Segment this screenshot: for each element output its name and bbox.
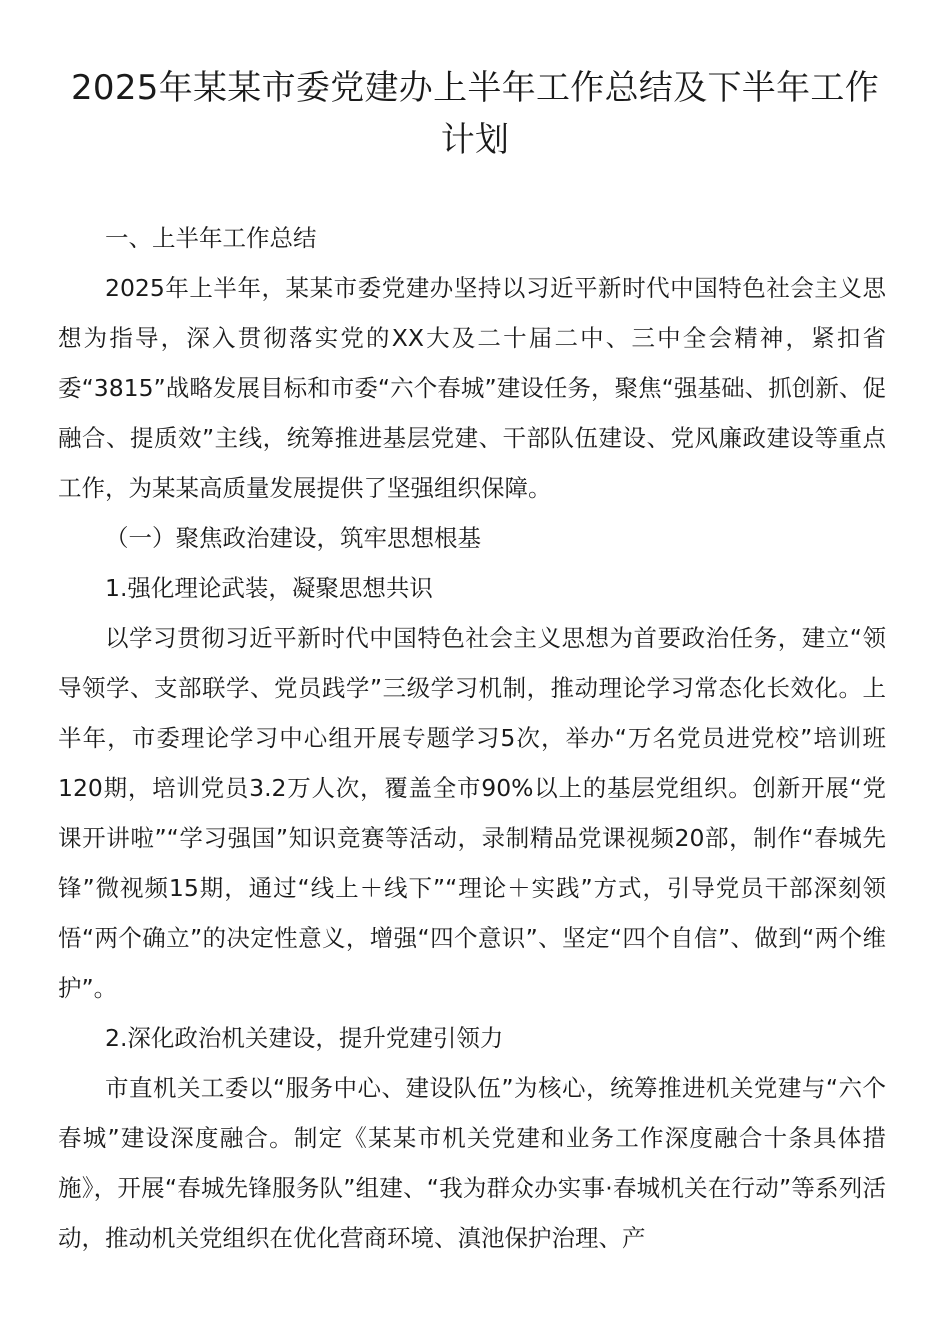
document-body	[58, 213, 886, 1263]
body-paragraph: 市直机关工委以“服务中心、建设队伍”为核心，统筹推进机关党建与“六个春城”建设深度融合。制定《某某市机关党建和业务工作深度融合十条具体措施》，开展“春城先锋服务队”组建、“我为群众办实事·春城机关在行动”等系列活动，推动机关党组织在优化营商环境、滇池保护治理、产	[58, 1074, 886, 1252]
document-title: 2025年某某市委党建办上半年工作总结及下半年工作计划	[70, 68, 880, 160]
item-heading: 2.深化政治机关建设，提升党建引领力	[105, 1024, 504, 1052]
body-paragraph: 2025年上半年，某某市委党建办坚持以习近平新时代中国特色社会主义思想为指导，深入贯彻落实党的XX大及二十届二中、三中全会精神，紧扣省委“3815”战略发展目标和市委“六个春城”建设任务，聚焦“强基础、抓创新、促融合、提质效”主线，统筹推进基层党建、干部队伍建设、党风廉政建设等重点工作，为某某高质量发展提供了坚强组织保障。	[58, 274, 886, 502]
body-paragraph: 以学习贯彻习近平新时代中国特色社会主义思想为首要政治任务，建立“领导领学、支部联学、党员践学”三级学习机制，推动理论学习常态化长效化。上半年，市委理论学习中心组开展专题学习5次，举办“万名党员进党校”培训班120期，培训党员3.2万人次，覆盖全市90%以上的基层党组织。创新开展“党课开讲啦”“学习强国”知识竞赛等活动，录制精品党课视频20部，制作“春城先锋”微视频15期，通过“线上＋线下”“理论＋实践”方式，引导党员干部深刻领悟“两个确立”的决定性意义，增强“四个意识”、坚定“四个自信”、做到“两个维护”。	[58, 624, 886, 1002]
section-heading: 一、上半年工作总结	[105, 224, 317, 252]
item-heading: 1.强化理论武装，凝聚思想共识	[105, 574, 433, 602]
subsection-heading: （一）聚焦政治建设，筑牢思想根基	[105, 524, 481, 552]
